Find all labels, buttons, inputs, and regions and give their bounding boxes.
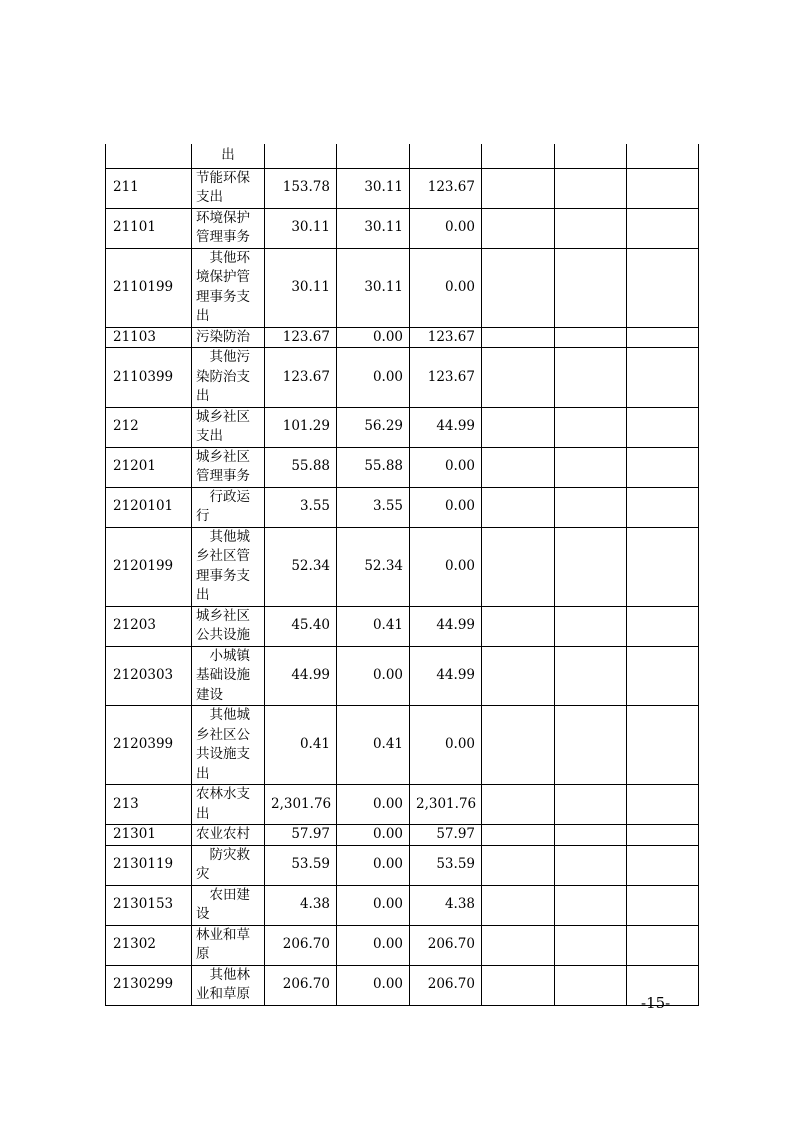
empty-cell xyxy=(555,168,627,208)
total-amount-text: 206.70 xyxy=(282,936,330,953)
project-expenditure-text: 0.00 xyxy=(444,736,475,753)
empty-cell xyxy=(627,527,699,606)
account-code-text: 2120399 xyxy=(113,736,174,753)
empty-cell xyxy=(627,845,699,885)
total-amount-cell xyxy=(265,407,337,447)
account-code-cell xyxy=(106,144,192,168)
project-expenditure-text: 44.99 xyxy=(436,617,475,634)
basic-expenditure-cell xyxy=(337,885,410,925)
account-code-text: 212 xyxy=(113,418,139,435)
empty-cell xyxy=(482,447,555,487)
empty-cell xyxy=(482,168,555,208)
empty-cell xyxy=(482,885,555,925)
basic-expenditure-cell xyxy=(337,168,410,208)
project-expenditure-cell xyxy=(410,706,482,785)
empty-cell xyxy=(627,248,699,327)
account-code-cell xyxy=(106,706,192,785)
basic-expenditure-cell xyxy=(337,208,410,248)
account-code-text: 2110399 xyxy=(113,368,174,385)
project-expenditure-text: 0.00 xyxy=(444,498,475,515)
account-name-cell xyxy=(192,447,265,487)
account-name-text: 城乡社区支出 xyxy=(196,408,250,444)
basic-expenditure-cell xyxy=(337,144,410,168)
empty-cell xyxy=(482,248,555,327)
account-name-cell xyxy=(192,168,265,208)
project-expenditure-cell xyxy=(410,407,482,447)
account-code-cell xyxy=(106,646,192,706)
total-amount-cell xyxy=(265,447,337,487)
basic-expenditure-cell xyxy=(337,965,410,1005)
total-amount-cell xyxy=(265,606,337,646)
total-amount-cell xyxy=(265,527,337,606)
empty-cell xyxy=(482,825,555,846)
account-name-cell xyxy=(192,965,265,1005)
empty-cell xyxy=(555,925,627,965)
empty-cell xyxy=(627,487,699,527)
empty-cell xyxy=(555,487,627,527)
empty-cell xyxy=(555,348,627,408)
total-amount-text: 3.55 xyxy=(299,498,330,515)
account-name-text: 防灾救灾 xyxy=(196,846,250,882)
table-row xyxy=(106,706,699,785)
total-amount-cell xyxy=(265,785,337,825)
account-name-text: 行政运行 xyxy=(196,488,250,524)
empty-cell xyxy=(627,144,699,168)
empty-cell xyxy=(482,706,555,785)
account-code-cell xyxy=(106,168,192,208)
project-expenditure-text: 123.67 xyxy=(427,179,475,196)
basic-expenditure-text: 30.11 xyxy=(364,179,403,196)
empty-cell xyxy=(555,248,627,327)
account-code-text: 213 xyxy=(113,795,139,812)
account-code-cell xyxy=(106,825,192,846)
empty-cell xyxy=(627,168,699,208)
empty-cell xyxy=(555,527,627,606)
account-name-cell xyxy=(192,646,265,706)
empty-cell xyxy=(482,925,555,965)
account-name-text: 其他城乡社区公共设施支出 xyxy=(196,707,250,782)
empty-cell xyxy=(627,447,699,487)
empty-cell xyxy=(482,208,555,248)
account-name-text: 污染防治 xyxy=(196,328,250,345)
account-name-cell xyxy=(192,706,265,785)
empty-cell xyxy=(555,785,627,825)
empty-cell xyxy=(482,407,555,447)
basic-expenditure-text: 30.11 xyxy=(364,278,403,295)
basic-expenditure-cell xyxy=(337,706,410,785)
account-name-text: 小城镇基础设施建设 xyxy=(196,647,250,703)
account-name-text: 城乡社区公共设施 xyxy=(196,607,250,643)
project-expenditure-cell xyxy=(410,168,482,208)
account-name-cell xyxy=(192,248,265,327)
table-row xyxy=(106,825,699,846)
project-expenditure-cell xyxy=(410,327,482,348)
project-expenditure-cell xyxy=(410,208,482,248)
basic-expenditure-text: 3.55 xyxy=(372,498,403,515)
basic-expenditure-text: 0.00 xyxy=(372,936,403,953)
account-code-cell xyxy=(106,447,192,487)
account-code-cell xyxy=(106,785,192,825)
table-row xyxy=(106,845,699,885)
table-row xyxy=(106,144,699,168)
basic-expenditure-text: 0.00 xyxy=(372,795,403,812)
total-amount-cell xyxy=(265,208,337,248)
project-expenditure-text: 206.70 xyxy=(427,976,475,993)
total-amount-cell xyxy=(265,965,337,1005)
total-amount-text: 44.99 xyxy=(291,667,330,683)
account-code-text: 2130119 xyxy=(113,856,174,873)
total-amount-text: 123.67 xyxy=(282,328,330,345)
table-row xyxy=(106,248,699,327)
account-name-cell xyxy=(192,144,265,168)
table-row xyxy=(106,965,699,1005)
table-row xyxy=(106,168,699,208)
project-expenditure-text: 53.59 xyxy=(436,856,475,873)
account-code-cell xyxy=(106,487,192,527)
account-name-cell xyxy=(192,606,265,646)
basic-expenditure-text: 0.00 xyxy=(372,976,403,993)
empty-cell xyxy=(482,965,555,1005)
total-amount-text: 4.38 xyxy=(299,896,330,913)
total-amount-text: 45.40 xyxy=(291,617,330,634)
total-amount-cell xyxy=(265,327,337,348)
total-amount-text: 55.88 xyxy=(291,458,330,475)
project-expenditure-text: 206.70 xyxy=(427,936,475,953)
total-amount-text: 101.29 xyxy=(282,418,330,435)
total-amount-text: 206.70 xyxy=(282,976,330,993)
empty-cell xyxy=(627,646,699,706)
empty-cell xyxy=(555,646,627,706)
empty-cell xyxy=(482,606,555,646)
account-code-cell xyxy=(106,248,192,327)
table-row xyxy=(106,208,699,248)
total-amount-text: 123.67 xyxy=(282,368,330,385)
account-code-text: 21201 xyxy=(113,458,156,475)
table-body xyxy=(106,144,699,1005)
table-row xyxy=(106,606,699,646)
account-name-cell xyxy=(192,208,265,248)
basic-expenditure-cell xyxy=(337,606,410,646)
total-amount-cell xyxy=(265,168,337,208)
account-name-text: 农田建设 xyxy=(196,886,250,922)
table-row xyxy=(106,925,699,965)
account-name-text: 其他环境保护管理事务支出 xyxy=(196,249,250,324)
account-name-cell xyxy=(192,487,265,527)
total-amount-text: 153.78 xyxy=(282,179,330,196)
basic-expenditure-text: 0.00 xyxy=(372,856,403,873)
project-expenditure-cell xyxy=(410,144,482,168)
project-expenditure-text: 44.99 xyxy=(436,418,475,435)
empty-cell xyxy=(627,327,699,348)
total-amount-text: 53.59 xyxy=(291,856,330,873)
account-code-cell xyxy=(106,208,192,248)
empty-cell xyxy=(482,348,555,408)
basic-expenditure-text: 0.00 xyxy=(372,667,403,683)
account-name-cell xyxy=(192,785,265,825)
account-name-text: 出 xyxy=(221,147,235,163)
account-code-cell xyxy=(106,527,192,606)
empty-cell xyxy=(627,706,699,785)
empty-cell xyxy=(555,327,627,348)
total-amount-text: 30.11 xyxy=(291,278,330,295)
account-code-cell xyxy=(106,965,192,1005)
account-code-text: 21301 xyxy=(113,826,156,842)
project-expenditure-cell xyxy=(410,348,482,408)
basic-expenditure-cell xyxy=(337,925,410,965)
total-amount-text: 2,301.76 xyxy=(271,795,332,812)
basic-expenditure-text: 30.11 xyxy=(364,219,403,236)
empty-cell xyxy=(627,825,699,846)
account-code-text: 21101 xyxy=(113,219,156,236)
table-row xyxy=(106,327,699,348)
account-name-text: 其他污染防治支出 xyxy=(196,349,250,404)
account-code-text: 21103 xyxy=(113,328,156,345)
account-name-cell xyxy=(192,925,265,965)
basic-expenditure-cell xyxy=(337,447,410,487)
page-number: -15- xyxy=(641,994,671,1012)
empty-cell xyxy=(482,487,555,527)
basic-expenditure-cell xyxy=(337,407,410,447)
basic-expenditure-text: 0.00 xyxy=(372,368,403,385)
account-code-cell xyxy=(106,925,192,965)
project-expenditure-cell xyxy=(410,248,482,327)
account-name-text: 农林水支出 xyxy=(196,786,250,822)
project-expenditure-cell xyxy=(410,885,482,925)
basic-expenditure-cell xyxy=(337,327,410,348)
empty-cell xyxy=(482,527,555,606)
table-row xyxy=(106,348,699,408)
empty-cell xyxy=(555,144,627,168)
table-row xyxy=(106,447,699,487)
project-expenditure-text: 2,301.76 xyxy=(416,795,477,812)
total-amount-cell xyxy=(265,825,337,846)
basic-expenditure-text: 0.41 xyxy=(372,736,403,753)
table-row xyxy=(106,785,699,825)
empty-cell xyxy=(555,706,627,785)
total-amount-cell xyxy=(265,885,337,925)
empty-cell xyxy=(627,925,699,965)
account-code-cell xyxy=(106,327,192,348)
empty-cell xyxy=(627,208,699,248)
total-amount-cell xyxy=(265,925,337,965)
empty-cell xyxy=(555,606,627,646)
basic-expenditure-text: 0.00 xyxy=(372,826,403,842)
table-row xyxy=(106,487,699,527)
account-code-cell xyxy=(106,845,192,885)
project-expenditure-text: 123.67 xyxy=(427,328,475,345)
empty-cell xyxy=(555,845,627,885)
project-expenditure-text: 4.38 xyxy=(444,896,475,913)
basic-expenditure-text: 56.29 xyxy=(364,418,403,435)
account-code-text: 2120101 xyxy=(113,498,174,515)
basic-expenditure-cell xyxy=(337,825,410,846)
account-name-cell xyxy=(192,825,265,846)
empty-cell xyxy=(555,825,627,846)
project-expenditure-cell xyxy=(410,965,482,1005)
account-name-text: 林业和草原 xyxy=(196,926,250,962)
basic-expenditure-cell xyxy=(337,845,410,885)
project-expenditure-cell xyxy=(410,785,482,825)
account-name-text: 城乡社区管理事务 xyxy=(196,448,250,484)
table-row xyxy=(106,646,699,706)
total-amount-text: 30.11 xyxy=(291,219,330,236)
empty-cell xyxy=(555,885,627,925)
empty-cell xyxy=(627,407,699,447)
total-amount-text: 52.34 xyxy=(291,557,330,574)
total-amount-cell xyxy=(265,845,337,885)
total-amount-cell xyxy=(265,487,337,527)
total-amount-text: 57.97 xyxy=(291,826,330,842)
total-amount-cell xyxy=(265,706,337,785)
account-name-cell xyxy=(192,845,265,885)
basic-expenditure-text: 0.00 xyxy=(372,896,403,913)
empty-cell xyxy=(627,885,699,925)
account-code-text: 2110199 xyxy=(113,278,174,295)
project-expenditure-cell xyxy=(410,825,482,846)
account-code-text: 2120199 xyxy=(113,557,174,574)
project-expenditure-text: 0.00 xyxy=(444,278,475,295)
account-code-text: 2130299 xyxy=(113,976,174,993)
total-amount-cell xyxy=(265,248,337,327)
total-amount-cell xyxy=(265,348,337,408)
account-code-text: 21302 xyxy=(113,936,156,953)
total-amount-cell xyxy=(265,144,337,168)
budget-expenditure-table xyxy=(105,144,699,1006)
table-row xyxy=(106,407,699,447)
basic-expenditure-cell xyxy=(337,487,410,527)
empty-cell xyxy=(555,447,627,487)
account-name-cell xyxy=(192,527,265,606)
basic-expenditure-text: 52.34 xyxy=(364,557,403,574)
basic-expenditure-cell xyxy=(337,646,410,706)
empty-cell xyxy=(482,785,555,825)
basic-expenditure-cell xyxy=(337,527,410,606)
account-code-cell xyxy=(106,885,192,925)
table-row xyxy=(106,527,699,606)
project-expenditure-text: 44.99 xyxy=(436,667,475,683)
table-row xyxy=(106,885,699,925)
total-amount-text: 0.41 xyxy=(299,736,330,753)
project-expenditure-cell xyxy=(410,646,482,706)
project-expenditure-text: 0.00 xyxy=(444,557,475,574)
project-expenditure-cell xyxy=(410,925,482,965)
project-expenditure-text: 57.97 xyxy=(436,826,475,842)
project-expenditure-cell xyxy=(410,447,482,487)
account-name-text: 其他城乡社区管理事务支出 xyxy=(196,528,250,603)
account-name-cell xyxy=(192,407,265,447)
basic-expenditure-text: 0.00 xyxy=(372,328,403,345)
account-name-text: 环境保护管理事务 xyxy=(196,209,250,245)
empty-cell xyxy=(555,407,627,447)
project-expenditure-cell xyxy=(410,527,482,606)
account-name-cell xyxy=(192,885,265,925)
empty-cell xyxy=(482,646,555,706)
account-code-text: 211 xyxy=(113,179,139,196)
account-code-cell xyxy=(106,348,192,408)
account-name-text: 农业农村 xyxy=(196,826,250,842)
project-expenditure-cell xyxy=(410,606,482,646)
basic-expenditure-cell xyxy=(337,785,410,825)
account-name-text: 节能环保支出 xyxy=(196,169,250,205)
empty-cell xyxy=(482,327,555,348)
account-code-cell xyxy=(106,606,192,646)
empty-cell xyxy=(627,348,699,408)
account-name-cell xyxy=(192,327,265,348)
account-code-cell xyxy=(106,407,192,447)
project-expenditure-cell xyxy=(410,487,482,527)
empty-cell xyxy=(627,785,699,825)
project-expenditure-cell xyxy=(410,845,482,885)
total-amount-cell xyxy=(265,646,337,706)
empty-cell xyxy=(555,965,627,1005)
empty-cell xyxy=(482,144,555,168)
project-expenditure-text: 123.67 xyxy=(427,368,475,385)
account-name-cell xyxy=(192,348,265,408)
empty-cell xyxy=(482,845,555,885)
empty-cell xyxy=(555,208,627,248)
account-code-text: 2130153 xyxy=(113,896,174,913)
basic-expenditure-cell xyxy=(337,348,410,408)
account-code-text: 21203 xyxy=(113,617,156,634)
basic-expenditure-text: 0.41 xyxy=(372,617,403,634)
account-name-text: 其他林业和草原 xyxy=(196,966,250,1002)
basic-expenditure-text: 55.88 xyxy=(364,458,403,475)
account-code-text: 2120303 xyxy=(113,667,174,683)
empty-cell xyxy=(627,606,699,646)
project-expenditure-text: 0.00 xyxy=(444,458,475,475)
basic-expenditure-cell xyxy=(337,248,410,327)
project-expenditure-text: 0.00 xyxy=(444,219,475,236)
